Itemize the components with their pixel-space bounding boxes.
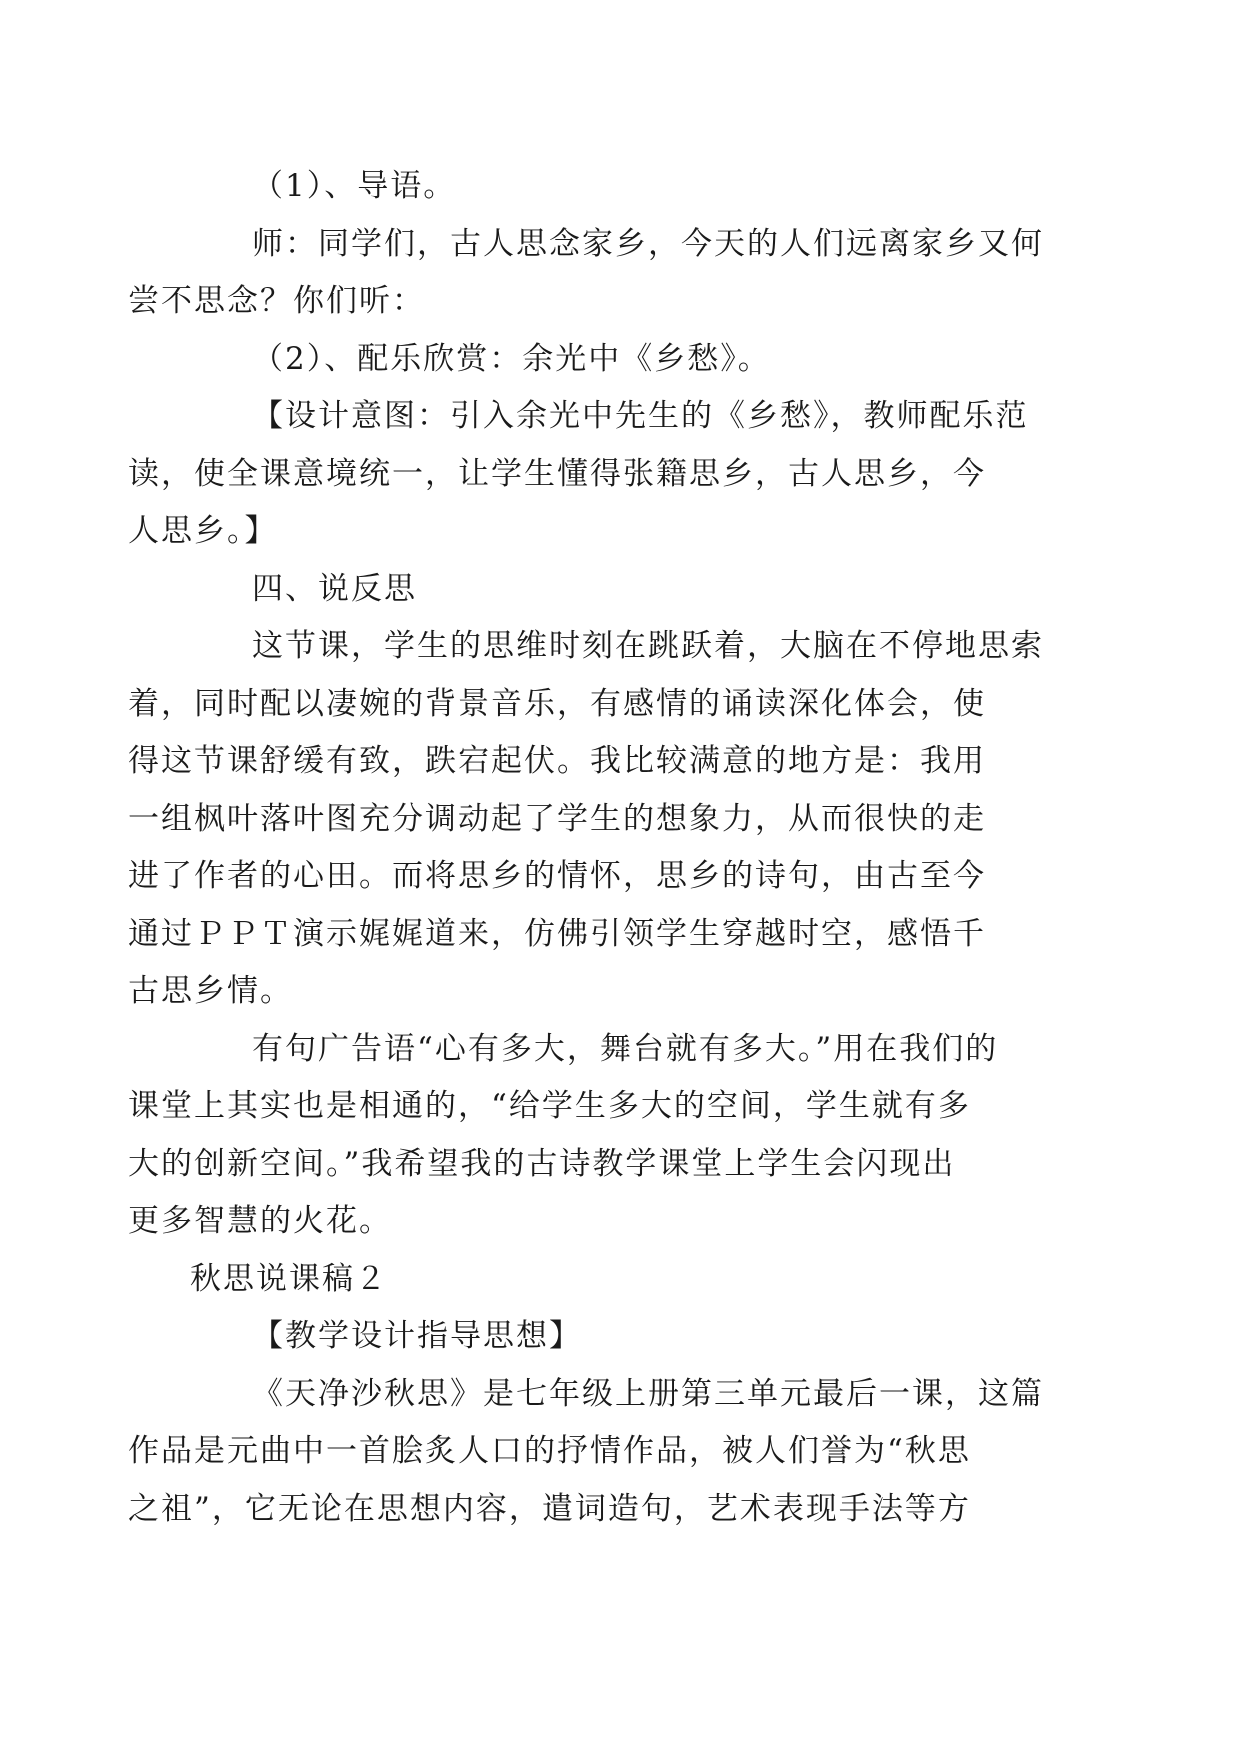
text-line: 【设计意图：引入余光中先生的《乡愁》，教师配乐范 <box>252 398 1029 434</box>
text-line: 更多智慧的火花。 <box>128 1203 392 1239</box>
text-line: 四、说反思 <box>252 570 417 607</box>
paragraph-reflection <box>128 618 1052 1021</box>
text-line: 人思乡。】 <box>128 513 278 549</box>
section-heading-reflection <box>190 561 1052 619</box>
text-line: 得这节课舒缓有致，跌宕起伏。我比较满意的地方是：我用 <box>128 743 986 779</box>
text-line: 师：同学们，古人思念家乡，今天的人们远离家乡又何 <box>252 225 1044 262</box>
document-body <box>128 158 1052 1538</box>
text-line: 进了作者的心田。而将思乡的情怀，思乡的诗句，由古至今 <box>128 858 986 894</box>
paragraph-slogan <box>128 1021 1052 1251</box>
text-line: 着，同时配以凄婉的背景音乐，有感情的诵读深化体会，使 <box>128 685 986 722</box>
text-line: 古思乡情。 <box>128 973 293 1009</box>
paragraph-teacher-speech <box>128 216 1052 331</box>
document-section-title <box>190 1251 1052 1309</box>
text-line: （1）、导语。 <box>252 168 457 204</box>
text-line: 这节课，学生的思维时刻在跳跃着，大脑在不停地思索 <box>252 628 1044 664</box>
text-line: 之祖”，它无论在思想内容，遣词造句，艺术表现手法等方 <box>128 1490 971 1527</box>
text-line: （2）、配乐欣赏：余光中《乡愁》。 <box>252 340 771 377</box>
section-heading-guiding-idea <box>190 1308 1052 1366</box>
text-line: 读，使全课意境统一，让学生懂得张籍思乡，古人思乡，今 <box>128 455 986 492</box>
text-line: 有句广告语“心有多大，舞台就有多大。”用在我们的 <box>252 1030 999 1067</box>
paragraph-music-appreciation <box>190 331 1052 389</box>
text-line: 秋思说课稿２ <box>190 1260 388 1297</box>
text-line: 大的创新空间。”我希望我的古诗教学课堂上学生会闪现出 <box>128 1145 956 1182</box>
text-line: 课堂上其实也是相通的，“给学生多大的空间，学生就有多 <box>128 1088 971 1124</box>
paragraph-intro-heading <box>190 158 1052 216</box>
text-line: 一组枫叶落叶图充分调动起了学生的想象力，从而很快的走 <box>128 800 986 837</box>
text-line: 尝不思念？你们听： <box>128 283 425 319</box>
text-line: 《天净沙秋思》是七年级上册第三单元最后一课，这篇 <box>252 1375 1044 1412</box>
text-line: 作品是元曲中一首脍炙人口的抒情作品，被人们誉为“秋思 <box>128 1433 971 1469</box>
text-line: 【教学设计指导思想】 <box>252 1318 582 1354</box>
paragraph-poem-intro <box>128 1366 1052 1539</box>
text-line: 通过ＰＰＴ演示娓娓道来，仿佛引领学生穿越时空，感悟千 <box>128 915 986 952</box>
paragraph-design-intent <box>128 388 1052 561</box>
